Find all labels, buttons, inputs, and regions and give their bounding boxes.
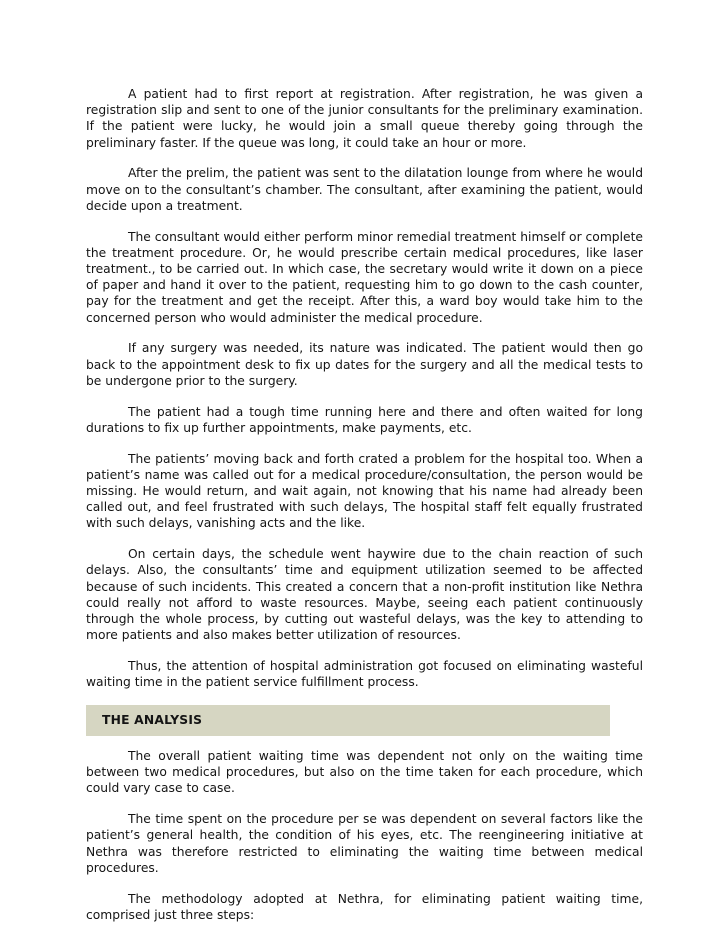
paragraph-attention-focus: Thus, the attention of hospital administration got focused on eliminating wasteful waiting time in the patient service fulfillment process. [86, 659, 643, 690]
document-page [86, 86, 643, 938]
paragraph-overall-waiting-time: The overall patient waiting time was dependent not only on the waiting time between two medical procedures, but also on the time taken for each procedure, which could vary case to case. [86, 749, 643, 796]
paragraph-schedule-haywire: On certain days, the schedule went haywire due to the chain reaction of such delays. Also, the consultants’ time and equipment utilization seemed to be affected because of such incidents. This created a concern that a non-profit institution like Nethra could really not afford to waste resources. Maybe, seeing each patient continuously through the whole process, by cutting out wasteful delays, was the key to attending to more patients and also makes better utilization of resources. [86, 547, 643, 643]
paragraph-surgery: If any surgery was needed, its nature was indicated. The patient would then go back to the appointment desk to fix up dates for the surgery and all the medical tests to be undergone prior to the surgery. [86, 341, 643, 388]
paragraph-patient-tough-time: The patient had a tough time running here and there and often waited for long durations to fix up further appointments, make payments, etc. [86, 404, 643, 435]
paragraph-registration: A patient had to first report at registration. After registration, he was given a registration slip and sent to one of the junior consultants for the preliminary examination. If the patient were lucky, he would join a small queue thereby going through the preliminary faster. If the queue was long, it could take an hour or more. [86, 87, 643, 150]
section-title: THE ANALYSIS [102, 713, 203, 728]
paragraph-dilatation-lounge: After the prelim, the patient was sent to the dilatation lounge from where he would move on to the consultant’s chamber. The consultant, after examining the patient, would decide upon a treatment. [86, 166, 643, 213]
paragraph-hospital-problem: The patients’ moving back and forth crated a problem for the hospital too. When a patient’s name was called out for a medical procedure/consultation, the person would be missing. He would return, and wait again, not knowing that his name had already been called out, and feel frustrated with such delays, The hospital staff felt equally frustrated with such delays, vanishing acts and the like. [86, 451, 643, 531]
section-heading-band [86, 705, 610, 736]
paragraph-methodology: The methodology adopted at Nethra, for eliminating patient waiting time, comprised just three steps: [86, 891, 643, 922]
paragraph-procedure-time: The time spent on the procedure per se was dependent on several factors like the patient’s general health, the condition of his eyes, etc. The reengineering initiative at Nethra was therefore restricted to eliminating the waiting time between medical procedures. [86, 812, 643, 875]
paragraph-consultant-treatment: The consultant would either perform minor remedial treatment himself or complete the treatment procedure. Or, he would prescribe certain medical procedures, like laser treatment., to be carried out. In which case, the secretary would write it down on a piece of paper and hand it over to the patient, requesting him to go down to the cash counter, pay for the treatment and get the receipt. After this, a ward boy would take him to the concerned person who would administer the medical procedure. [86, 229, 643, 325]
